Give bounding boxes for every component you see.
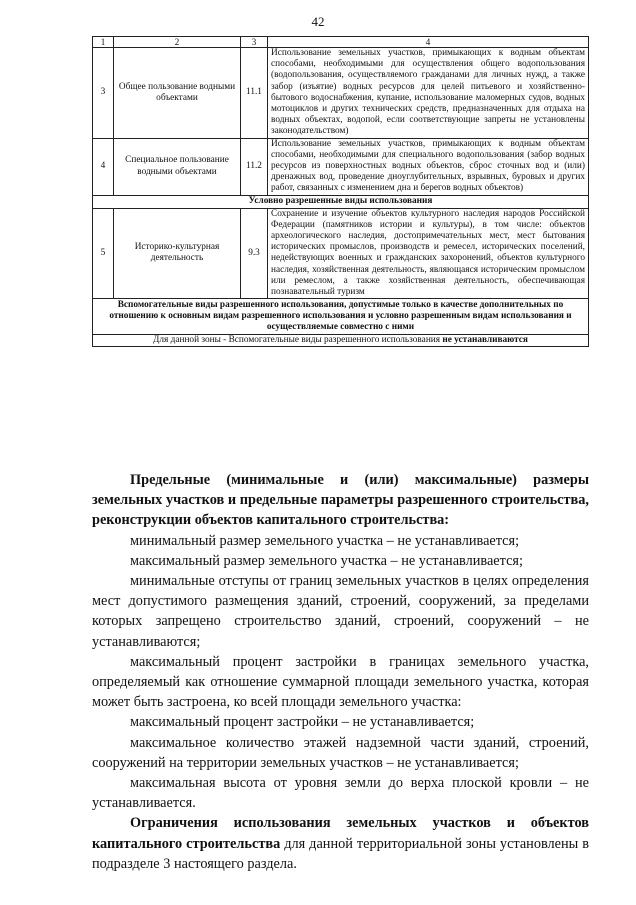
zone-note-bold: не устанавливаются xyxy=(442,335,528,346)
row-number: 5 xyxy=(93,208,114,299)
land-use-table xyxy=(92,36,589,347)
header-cell: 1 xyxy=(93,37,114,48)
zone-note xyxy=(93,335,589,347)
paragraph: максимальное количество этажей надземной части зданий, строений, сооружений на территории земельных участков – не устанавливается; xyxy=(92,734,589,771)
zone-note-row xyxy=(93,335,589,347)
use-type-description: Использование земельных участков, примыкающих к водным объектам способами, необходимыми для осуществления общего водопользования (водопользования, осуществляемого гражданами для личных нужд, а также забор (изъятие) водных ресурсов для целей питьевого и хозяйственно-бытового водоснабжения, купание, использование маломерных судов, водных мотоциклов и других технических средств, предназначенных для отдыха на водных объектах, водопой, если соответствующие запреты не установлены законодательством) xyxy=(268,48,589,139)
paragraph: минимальные отступы от границ земельных участков в целях определения мест допустимого размещения зданий, строений, сооружений, за пределами которых запрещено строительство зданий, строений, сооружений – не устанавливаются; xyxy=(92,573,589,650)
restrictions-rest: для данной территориальной зоны установлены в подразделе 3 настоящего раздела. xyxy=(92,835,590,872)
paragraph: максимальная высота от уровня земли до верха плоской кровли – не устанавливается. xyxy=(92,775,589,812)
header-cell: 4 xyxy=(268,37,589,48)
paragraph: максимальный процент застройки в границах земельного участка, определяемый как отношение суммарной площади земельного участка, которая может быть застроена, ко всей площади земельного участка: xyxy=(92,653,589,711)
restrictions-bold: Ограничения использования земельных участков и объектов капитального строительства xyxy=(92,815,589,852)
parameters-heading: Предельные (минимальные и (или) максимальные) размеры земельных участков и предельные параметры разрешенного строительства, реконструкции объектов капитального строительства: xyxy=(92,472,589,529)
page-number: 42 xyxy=(311,14,325,29)
paragraph: максимальный процент застройки – не устанавливается; xyxy=(130,714,475,731)
header-cell: 2 xyxy=(114,37,241,48)
zone-note-prefix: Для данной зоны - Вспомогательные виды разрешенного использования xyxy=(153,335,443,346)
use-type-code: 9.3 xyxy=(241,208,268,299)
restrictions-paragraph xyxy=(92,813,589,874)
section-header-row xyxy=(93,299,589,335)
use-type-name: Специальное пользование водными объектами xyxy=(114,138,241,195)
row-number: 4 xyxy=(93,138,114,195)
table-row xyxy=(93,208,589,299)
use-type-name: Историко-культурная деятельность xyxy=(114,208,241,299)
use-type-code: 11.1 xyxy=(241,48,268,139)
paragraph: минимальный размер земельного участка – не устанавливается; xyxy=(130,532,520,549)
use-type-name: Общее пользование водными объектами xyxy=(114,48,241,139)
section-header-row xyxy=(93,195,589,208)
use-type-code: 11.2 xyxy=(241,138,268,195)
row-number: 3 xyxy=(93,48,114,139)
table-row xyxy=(93,48,589,139)
table-row xyxy=(93,138,589,195)
header-cell: 3 xyxy=(241,37,268,48)
parameters-section xyxy=(92,470,589,874)
section-conditional-title: Условно разрешенные виды использования xyxy=(93,195,589,208)
use-type-description: Использование земельных участков, примыкающих к водным объектам способами, необходимыми для специального водопользования (забор водных ресурсов из поверхностных водных объектов, сброс сточных вод и (или) дренажных вод, проведение дноуглубительных, взрывных, буровых и других работ, связанных с изменением дна и берегов водных объектов) xyxy=(268,138,589,195)
use-type-description: Сохранение и изучение объектов культурного наследия народов Российской Федерации (памятников истории и культуры), в том числе: объектов археологического наследия, достопримечательных мест, мест бытования исторических промыслов, производств и ремесел, исторических поселений, недействующих военных и гражданских захоронений, объектов культурного наследия, хозяйственная деятельность, являющаяся историческим промыслом или ремеслом, а также хозяйственная деятельность, обеспечивающая познавательный туризм xyxy=(268,208,589,299)
paragraph: максимальный размер земельного участка – не устанавливается; xyxy=(130,552,523,569)
table-header-row xyxy=(93,37,589,48)
section-auxiliary-title: Вспомогательные виды разрешенного использования, допустимые только в качестве дополнительных по отношению к основным видам разрешенного использования и условно разрешенным видам использования и осуществляемые совместно с ними xyxy=(93,299,589,335)
